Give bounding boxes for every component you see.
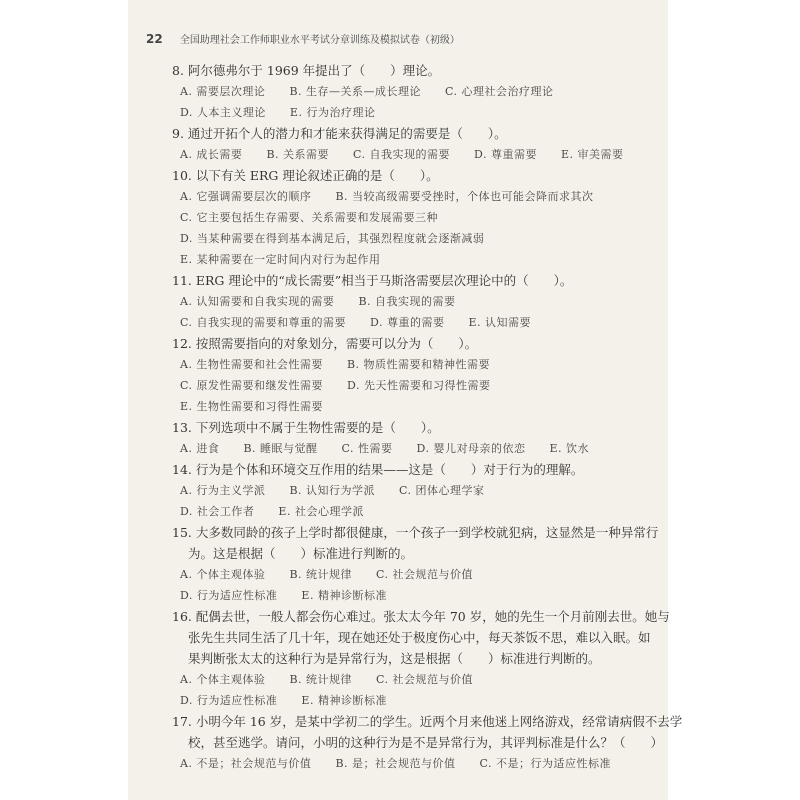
option-row — [172, 501, 672, 522]
question-stem: 张先生共同生活了几十年，现在她还处于极度伤心中，每天茶饭不思，难以入眠。如 — [188, 630, 651, 645]
book-title: 全国助理社会工作师职业水平考试分章训练及模拟试卷（初级） — [179, 35, 460, 46]
answer-option: E. 行为治疗理论 — [289, 106, 376, 119]
answer-option: D. 人本主义理论 — [180, 106, 266, 119]
answer-option: E. 审美需要 — [560, 148, 624, 161]
answer-option: C. 原发性需要和继发性需要 — [180, 379, 324, 392]
answer-option: E. 认知需要 — [468, 316, 531, 329]
answer-option: C. 性需要 — [341, 442, 393, 455]
option-row — [172, 207, 672, 228]
answer-option: A. 个体主观体验 — [180, 673, 266, 686]
question-stem: 10. 以下有关 ERG 理论叙述正确的是（ ）。 — [172, 168, 439, 183]
answer-option: D. 社会工作者 — [180, 505, 255, 518]
question-item — [172, 165, 672, 270]
option-row — [172, 102, 672, 123]
answer-option: D. 尊重需要 — [474, 148, 537, 161]
answer-option: A. 不是；社会规范与价值 — [180, 757, 312, 770]
answer-option: C. 不是；行为适应性标准 — [479, 757, 612, 770]
question-item — [172, 60, 672, 123]
answer-option: C. 团体心理学家 — [399, 484, 485, 497]
question-item — [172, 522, 672, 606]
answer-option: B. 统计规律 — [289, 568, 353, 581]
answer-option: A. 个体主观体验 — [180, 568, 266, 581]
answer-option: E. 精神诊断标准 — [301, 694, 387, 707]
answer-option: A. 生物性需要和社会性需要 — [180, 358, 323, 371]
option-row — [172, 753, 672, 774]
answer-option: B. 物质性需要和精神性需要 — [346, 358, 491, 371]
answer-option: C. 心理社会治疗理论 — [445, 85, 554, 98]
question-item — [172, 417, 672, 459]
answer-option: A. 行为主义学派 — [180, 484, 266, 497]
answer-option: E. 社会心理学派 — [278, 505, 364, 518]
option-row — [172, 564, 672, 585]
answer-option: B. 是；社会规范与价值 — [335, 757, 456, 770]
option-row — [172, 375, 672, 396]
answer-option: E. 饮水 — [549, 442, 589, 455]
option-row — [172, 291, 672, 312]
option-row — [172, 228, 672, 249]
question-item — [172, 606, 672, 711]
question-stem: 12. 按照需要指向的对象划分，需要可以分为（ ）。 — [172, 336, 478, 351]
answer-option: E. 生物性需要和习得性需要 — [180, 400, 324, 413]
option-row — [172, 438, 672, 459]
question-stem: 为。这是根据（ ）标准进行判断的。 — [188, 546, 414, 561]
answer-option: B. 关系需要 — [266, 148, 330, 161]
question-stem: 17. 小明今年 16 岁，是某中学初二的学生。近两个月来他迷上网络游戏，经常请病假不去学 — [172, 714, 683, 729]
answer-option: B. 生存—关系—成长理论 — [289, 85, 422, 98]
answer-option: D. 行为适应性标准 — [180, 589, 278, 602]
answer-option: C. 社会规范与价值 — [376, 673, 474, 686]
answer-option: C. 自我实现的需要 — [353, 148, 451, 161]
answer-option: A. 它强调需要层次的顺序 — [180, 190, 312, 203]
option-row — [172, 690, 672, 711]
answer-option: D. 尊重的需要 — [370, 316, 445, 329]
option-row — [172, 354, 672, 375]
answer-option: A. 认知需要和自我实现的需要 — [180, 295, 335, 308]
question-stem: 14. 行为是个体和环境交互作用的结果——这是（ ）对于行为的理解。 — [172, 462, 584, 477]
option-row — [172, 312, 672, 333]
answer-option: B. 统计规律 — [289, 673, 353, 686]
option-row — [172, 249, 672, 270]
answer-option: C. 社会规范与价值 — [376, 568, 474, 581]
answer-option: C. 自我实现的需要和尊重的需要 — [180, 316, 347, 329]
answer-option: B. 自我实现的需要 — [358, 295, 456, 308]
question-stem: 16. 配偶去世，一般人都会伤心难过。张太太今年 70 岁，她的先生一个月前刚去世。她与 — [172, 609, 670, 624]
option-row — [172, 396, 672, 417]
page-header — [146, 31, 460, 46]
answer-option: D. 婴儿对母亲的依恋 — [416, 442, 526, 455]
question-stem: 果判断张太太的这种行为是异常行为，这是根据（ ）标准进行判断的。 — [188, 651, 601, 666]
answer-option: D. 行为适应性标准 — [180, 694, 278, 707]
answer-option: A. 需要层次理论 — [180, 85, 266, 98]
answer-option: B. 睡眠与觉醒 — [243, 442, 318, 455]
answer-option: A. 成长需要 — [180, 148, 243, 161]
answer-option: E. 精神诊断标准 — [301, 589, 387, 602]
option-row — [172, 480, 672, 501]
question-stem: 8. 阿尔德弗尔于 1969 年提出了（ ）理论。 — [172, 63, 441, 78]
option-row — [172, 144, 672, 165]
question-stem: 11. ERG 理论中的“成长需要”相当于马斯洛需要层次理论中的（ ）。 — [172, 273, 573, 288]
question-stem: 15. 大多数同龄的孩子上学时都很健康，一个孩子一到学校就犯病，这显然是一种异常行 — [172, 525, 659, 540]
question-stem: 9. 通过开拓个人的潜力和才能来获得满足的需要是（ ）。 — [172, 126, 507, 141]
question-item — [172, 270, 672, 333]
answer-option: D. 当某种需要在得到基本满足后，其强烈程度就会逐渐减弱 — [180, 232, 485, 245]
option-row — [172, 186, 672, 207]
option-row — [172, 585, 672, 606]
answer-option: A. 进食 — [180, 442, 220, 455]
answer-option: E. 某种需要在一定时间内对行为起作用 — [180, 253, 381, 266]
option-row — [172, 81, 672, 102]
question-item — [172, 459, 672, 522]
question-item — [172, 333, 672, 417]
answer-option: D. 先天性需要和习得性需要 — [347, 379, 491, 392]
question-item — [172, 123, 672, 165]
answer-option: B. 当较高级需要受挫时，个体也可能会降而求其次 — [335, 190, 594, 203]
question-list — [172, 60, 683, 774]
answer-option: C. 它主要包括生存需要、关系需要和发展需要三种 — [180, 211, 439, 224]
option-row — [172, 669, 672, 690]
page-number: 22 — [146, 32, 163, 46]
question-stem: 校，甚至逃学。请问，小明的这种行为是不是异常行为，其评判标准是什么？（ ） — [188, 735, 664, 750]
question-item — [172, 711, 683, 774]
answer-option: B. 认知行为学派 — [289, 484, 376, 497]
question-stem: 13. 下列选项中不属于生物性需要的是（ ）。 — [172, 420, 440, 435]
